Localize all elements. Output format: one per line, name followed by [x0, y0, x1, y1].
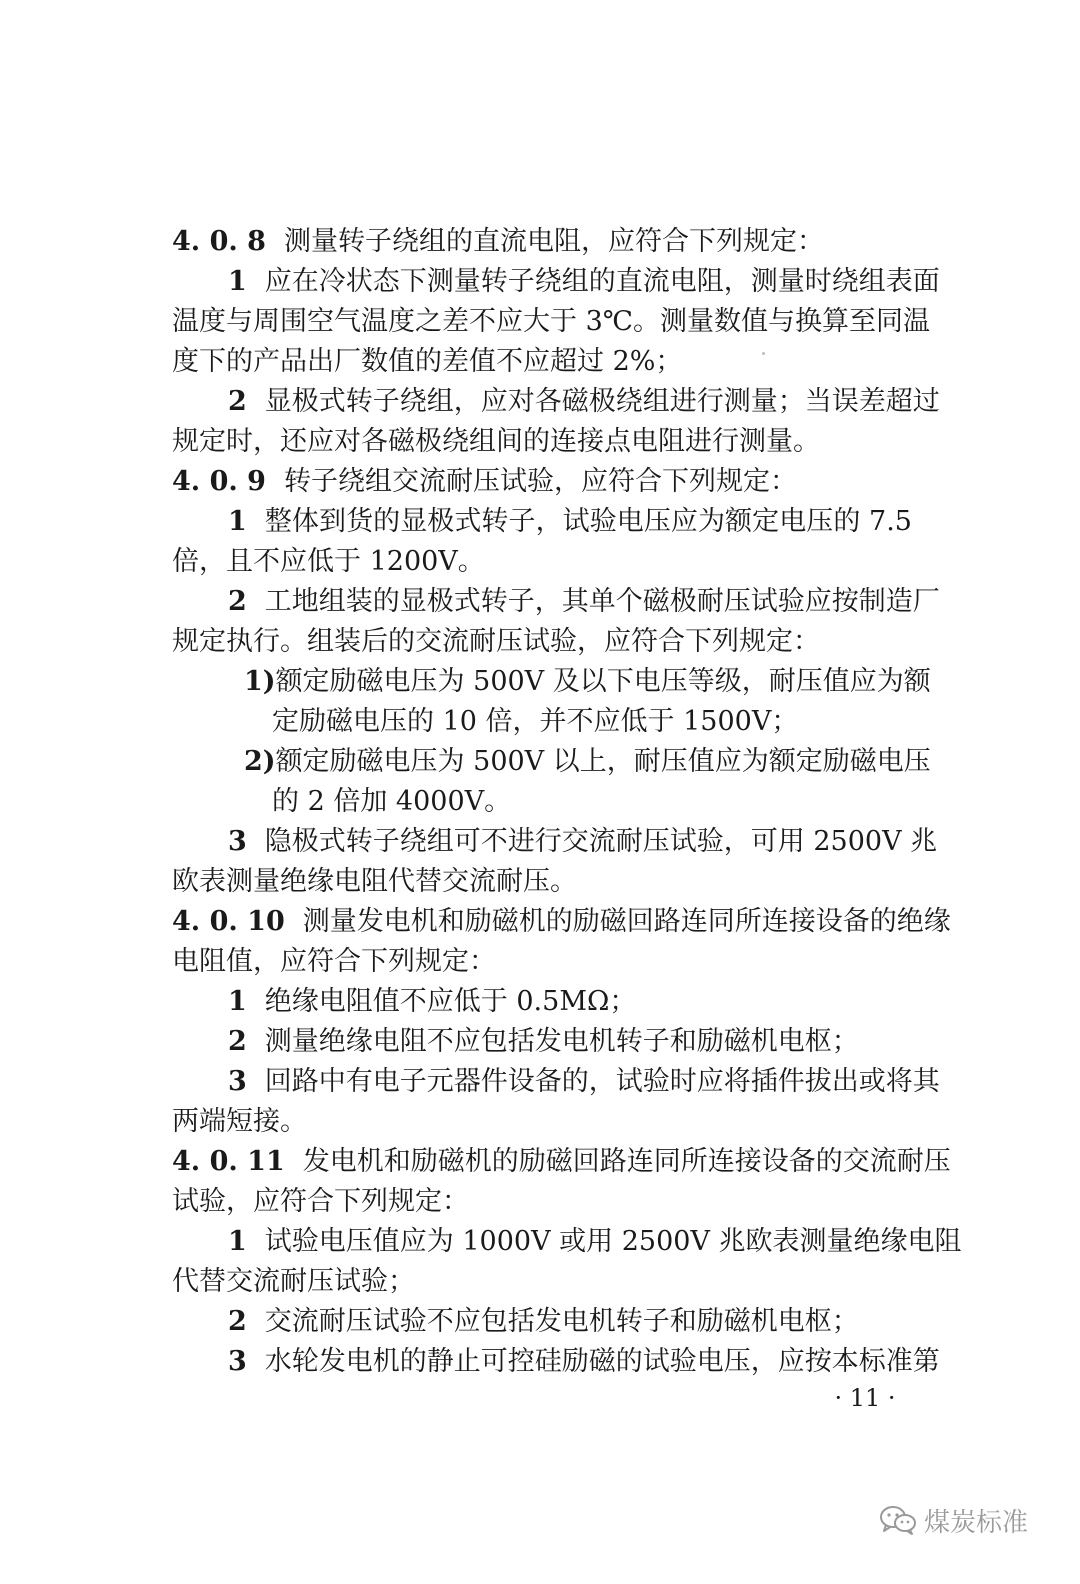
- sub-item-number: 2): [244, 746, 276, 777]
- item-text-line: 度下的产品出厂数值的差值不应超过 2%；: [172, 346, 683, 377]
- item-text: 隐极式转子绕组可不进行交流耐压试验，可用 2500V 兆: [264, 826, 938, 857]
- item-number: 1: [228, 266, 247, 297]
- item-number: 3: [228, 1066, 247, 1097]
- item-text: 整体到货的显极式转子，试验电压应为额定电压的 7.5: [264, 506, 912, 537]
- item-text-line: 温度与周围空气温度之差不应大于 3℃。测量数值与换算至同温: [172, 306, 930, 337]
- list-item: [228, 982, 912, 1022]
- item-number: 1: [228, 1226, 247, 1257]
- list-item: [228, 1302, 912, 1342]
- section-4-0-8-heading: [172, 222, 912, 262]
- item-text: 交流耐压试验不应包括发电机转子和励磁机电枢；: [264, 1306, 859, 1337]
- heading-text-line: 试验，应符合下列规定：: [172, 1186, 469, 1217]
- watermark: [878, 1498, 1028, 1542]
- section-number: 4. 0. 10: [172, 906, 285, 937]
- heading-text: 转子绕组交流耐压试验，应符合下列规定：: [283, 466, 797, 497]
- item-text: 工地组装的显极式转子，其单个磁极耐压试验应按制造厂: [264, 586, 940, 617]
- sub-item-number: 1): [244, 666, 276, 697]
- item-text: 显极式转子绕组，应对各磁极绕组进行测量；当误差超过: [264, 386, 940, 417]
- item-text: 试验电压值应为 1000V 或用 2500V 兆欧表测量绝缘电阻: [264, 1226, 962, 1257]
- item-text-line: 欧表测量绝缘电阻代替交流耐压。: [172, 866, 577, 897]
- list-item: [228, 262, 940, 302]
- list-item: [228, 502, 912, 542]
- section-4-0-9-heading: [172, 462, 912, 502]
- list-item: [228, 1062, 940, 1102]
- item-text: 绝缘电阻值不应低于 0.5MΩ；: [264, 986, 637, 1017]
- list-item: [228, 582, 940, 622]
- heading-text-line: 电阻值，应符合下列规定：: [172, 946, 496, 977]
- item-text: 水轮发电机的静止可控硅励磁的试验电压，应按本标准第: [264, 1346, 940, 1377]
- watermark-text: 煤炭标准: [924, 1507, 1029, 1538]
- heading-text: 测量转子绕组的直流电阻，应符合下列规定：: [283, 226, 824, 257]
- sub-list-item: [244, 662, 931, 702]
- item-text-line: 代替交流耐压试验；: [172, 1266, 415, 1297]
- sub-item-text: 额定励磁电压为 500V 以上，耐压值应为额定励磁电压: [275, 746, 931, 777]
- list-item: [228, 382, 940, 422]
- list-item: [228, 822, 938, 862]
- item-text: 应在冷状态下测量转子绕组的直流电阻，测量时绕组表面: [264, 266, 940, 297]
- section-4-0-10-heading: [172, 902, 951, 942]
- section-number: 4. 0. 8: [172, 226, 266, 257]
- item-number: 2: [228, 1026, 247, 1057]
- section-number: 4. 0. 9: [172, 466, 266, 497]
- wechat-icon: [878, 1504, 918, 1536]
- item-number: 3: [228, 1346, 247, 1377]
- item-text: 测量绝缘电阻不应包括发电机转子和励磁机电枢；: [264, 1026, 859, 1057]
- sub-item-text-line: 定励磁电压的 10 倍，并不应低于 1500V；: [272, 706, 799, 737]
- item-text: 回路中有电子元器件设备的，试验时应将插件拔出或将其: [264, 1066, 940, 1097]
- section-number: 4. 0. 11: [172, 1146, 285, 1177]
- page-number: · 11 ·: [834, 1384, 896, 1412]
- item-number: 2: [228, 586, 247, 617]
- item-number: 2: [228, 386, 247, 417]
- heading-text: 发电机和励磁机的励磁回路连同所连接设备的交流耐压: [302, 1146, 951, 1177]
- item-text-line: 规定执行。组装后的交流耐压试验，应符合下列规定：: [172, 626, 820, 657]
- item-text-line: 规定时，还应对各磁极绕组间的连接点电阻进行测量。: [172, 426, 820, 457]
- scan-speck: [762, 352, 765, 355]
- section-4-0-11-heading: [172, 1142, 951, 1182]
- item-number: 3: [228, 826, 247, 857]
- sub-item-text: 额定励磁电压为 500V 及以下电压等级，耐压值应为额: [275, 666, 931, 697]
- item-number: 2: [228, 1306, 247, 1337]
- sub-list-item: [244, 742, 931, 782]
- item-text-line: 两端短接。: [172, 1106, 307, 1137]
- list-item: [228, 1222, 962, 1262]
- list-item: [228, 1022, 912, 1062]
- heading-text: 测量发电机和励磁机的励磁回路连同所连接设备的绝缘: [302, 906, 951, 937]
- item-text-line: 倍，且不应低于 1200V。: [172, 546, 485, 577]
- item-number: 1: [228, 986, 247, 1017]
- sub-item-text-line: 的 2 倍加 4000V。: [272, 786, 512, 817]
- item-number: 1: [228, 506, 247, 537]
- list-item: [228, 1342, 940, 1382]
